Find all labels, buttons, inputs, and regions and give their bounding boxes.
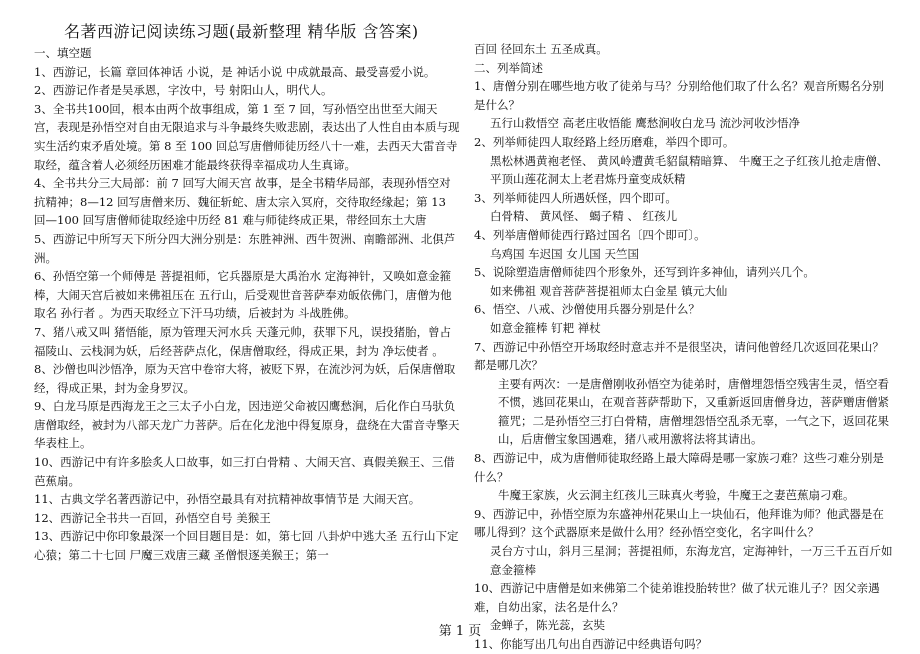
- list-q5: 5、说除塑造唐僧师徒四个形象外，还写到许多神仙，请列兴几个。: [474, 265, 815, 280]
- list-a9: 灵台方寸山，斜月三星洞；菩提祖师，东海龙宫，定海神针，一万三千五百斤如意金箍棒: [490, 544, 893, 577]
- question-10: 10、西游记中有许多脍炙人口故事，如三打白骨精 、大闹天宫、真假美猴王、三借芭蕉扇。: [34, 455, 455, 488]
- list-q10: 10、西游记中唐僧是如来佛第二个徒弟谁投胎转世？做了状元谁儿子？因父亲遇难，自幼出家，法名是什么？: [474, 581, 880, 614]
- list-a6: 如意金箍棒 钉耙 禅杖: [490, 320, 601, 335]
- list-q11: 11、你能写出几句出自西游记中经典语句吗？: [474, 637, 708, 651]
- list-a3: 白骨精、 黄风怪、 蝎子精 、 红孩儿: [490, 209, 678, 224]
- question-2: 2、西游记作者是吴承恩，字汝中，号 射阳山人，明代人。: [34, 83, 333, 98]
- question-13: 13、西游记中你印象最深一个回目题目是：如，第七回 八卦炉中逃大圣 五行山下定心猿；第二十七回 尸魔三戏唐三藏 圣僧恨逐美猴王；第一: [34, 529, 459, 563]
- question-5: 5、西游记中所写天下所分四大洲分别是：东胜神洲、西牛贺洲、南瞻部洲、北俱芦洲。: [34, 231, 456, 265]
- list-a5: 如来佛祖 观音菩萨菩提祖师太白金星 镇元大仙: [490, 283, 728, 298]
- list-q2: 2、列举师徒四人取经路上经历磨难，举四个即可。: [474, 134, 735, 149]
- list-a1: 五行山救悟空 高老庄收悟能 鹰愁涧收白龙马 流沙河收沙悟净: [490, 116, 800, 131]
- list-q4: 4、列举唐僧师徒西行路过国名〔四个即可〕。: [474, 227, 706, 242]
- list-a7: 主要有两次：一是唐僧刚收孙悟空为徒弟时，唐僧埋怨悟空残害生灵，悟空看不惯，逃回花果山，在观音菩萨帮助下，又重新返回唐僧身边，菩萨赠唐僧紧箍咒；二是孙悟空三打白骨精，唐僧埋怨悟空乱杀无辜，一气之下，返回花果山，后唐僧宝象国遇难，猪八戒用激将法将其请出。: [498, 376, 889, 447]
- list-a10: 金蝉子，陈光蕊，玄奘: [490, 618, 605, 633]
- list-a2a: 黑松林遇黄袍老怪、 黄风岭遭黄毛貂鼠精暗算、 牛魔王之子红孩儿抢走唐僧、: [490, 153, 889, 168]
- question-6: 6、孙悟空第一个师傅是 菩提祖师，它兵器原是大禹治水 定海神针，又唤如意金箍棒，大闹天宫后被如来佛祖压在 五行山，后受观世音菩萨奉劝皈依佛门，唐僧为他取名 孙行者 。为西天取经立下汗马功绩，后被封为 斗战胜佛。: [34, 269, 452, 321]
- question-4: 4、全书共分三大局部：前 7 回写大闹天宫 故事，是全书精华局部，表现孙悟空对抗精神；8—12 回写唐僧来历、魏征斩蛇、唐太宗入冥府，交待取经缘起；第 13 回—100 回写唐僧师徒取经途中历经 81 难与师徒终成正果，带经回东土大唐: [34, 176, 451, 228]
- section-heading-fill-blank: 一、填空题: [34, 46, 92, 60]
- list-q1: 1、唐僧分别在哪些地方收了徒弟与马？分别给他们取了什么名？观音所赐名分别是什么？: [474, 79, 884, 112]
- question-11: 11、古典文学名著西游记中，孙悟空最具有对抗精神故事情节是 大闹天宫。: [34, 492, 421, 507]
- right-column: [474, 40, 894, 654]
- list-a2b: 平顶山莲花洞太上老君炼丹童变成妖精: [490, 172, 686, 187]
- page-title: 名著西游记阅读练习题(最新整理 精华版 含答案): [64, 22, 419, 41]
- question-13-continued: 百回 径回东土 五圣成真。: [474, 42, 608, 56]
- list-q8: 8、西游记中，成为唐僧师徒取经路上最大障碍是哪一家族刁难？这些刁难分别是什么？: [474, 451, 884, 484]
- list-a4: 乌鸡国 车迟国 女儿国 天竺国: [490, 246, 639, 261]
- list-q3: 3、列举师徒四人所遇妖怪，四个即可。: [474, 190, 677, 205]
- page-number: 第 1 页: [438, 624, 482, 639]
- list-a8: 牛魔王家族，火云洞主红孩儿三昧真火考验，牛魔王之妻芭蕉扇刁难。: [498, 488, 855, 503]
- list-q6: 6、悟空、八戒、沙僧使用兵器分别是什么？: [474, 302, 700, 317]
- question-1: 1、西游记，长篇 章回体神话 小说，是 神话小说 中成就最高、最受喜爱小说。: [34, 64, 436, 79]
- section-heading-list: 二、列举简述: [474, 60, 543, 75]
- question-9: 9、白龙马原是西海龙王之三太子小白龙，因违逆父命被囚鹰愁涧，后化作白马驮负唐僧取经，被封为八部天龙广力菩萨。后在化龙池中得复原身，盘绕在大雷音寺擎天华表柱上。: [34, 399, 460, 451]
- question-3: 3、全书共100回，根本由两个故事组成，第 1 至 7 回，写孙悟空出世至大闹天宫，表现是孙悟空对自由无限追求与斗争最终失败悲剧，表达出了人性自由本质与现实生活约束矛盾处境。第 8 至 100 回总写唐僧师徒历经八十一难，去西天大雷音寺取经，蕴含着人必须经历困难才能最终获得幸福成功人生真谛。: [34, 101, 460, 172]
- list-q7: 7、西游记中孙悟空开场取经时意志并不是很坚决，请问他曾经几次返回花果山？都是哪几次？: [474, 339, 884, 373]
- question-8: 8、沙僧也叫沙悟净，原为天宫中卷帘大将，被贬下界，在流沙河为妖，后保唐僧取经，得成正果，封为金身罗汉。: [34, 362, 456, 395]
- list-q9: 9、西游记中，孙悟空原为东盛神州花果山上一块仙石，他拜谁为师？他武器是在哪儿得到？这个武器原来是做什么用？经孙悟空变化，名字叫什么？: [474, 506, 884, 540]
- left-column: [34, 20, 460, 565]
- question-7: 7、猪八戒又叫 猪悟能，原为管理天河水兵 天蓬元帅，获罪下凡，误投猪胎，曾占福陵山、云栈洞为妖，后经菩萨点化，保唐僧取经，得成正果，封为 净坛使者 。: [34, 324, 452, 358]
- question-12: 12、西游记全书共一百回，孙悟空自号 美猴王: [34, 510, 271, 525]
